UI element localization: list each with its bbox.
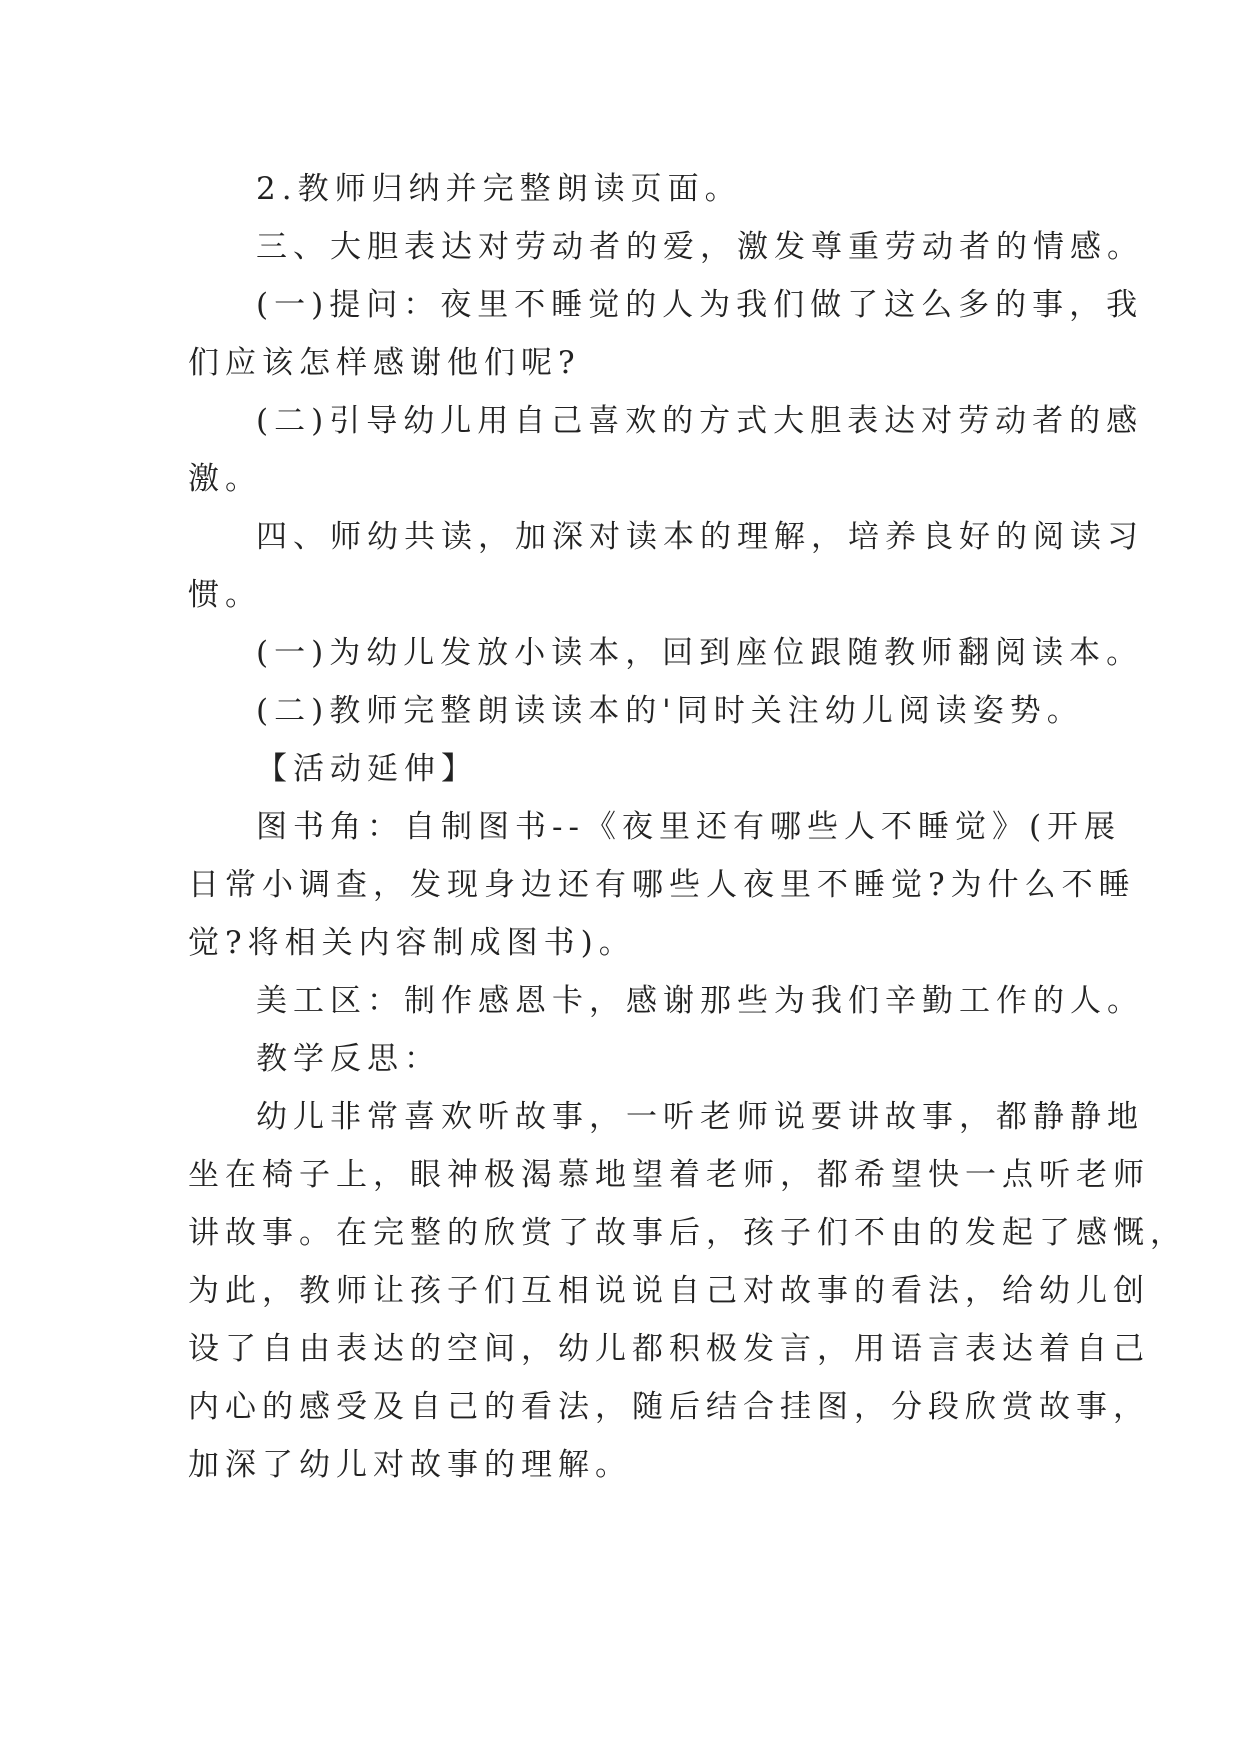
text-line: 设了自由表达的空间，幼儿都积极发言，用语言表达着自己 [188,1331,1150,1367]
text-line: 美工区：制作感恩卡，感谢那些为我们辛勤工作的人。 [256,983,1144,1019]
text-line: (二)教师完整朗读读本的'同时关注幼儿阅读姿势。 [256,693,1084,729]
text-line: 们应该怎样感谢他们呢? [188,345,581,381]
text-line: 日常小调查，发现身边还有哪些人夜里不睡觉?为什么不睡 [188,867,1136,903]
text-line: 2.教师归纳并完整朗读页面。 [256,171,742,207]
text-line: 图书角：自制图书--《夜里还有哪些人不睡觉》(开展 [256,809,1122,845]
text-line: 幼儿非常喜欢听故事，一听老师说要讲故事，都静静地 [256,1099,1144,1135]
text-line: 内心的感受及自己的看法，随后结合挂图，分段欣赏故事， [188,1389,1150,1425]
section-heading: 【活动延伸】 [256,751,478,787]
text-line: 讲故事。在完整的欣赏了故事后，孩子们不由的发起了感慨， [188,1215,1187,1251]
text-line: 为此，教师让孩子们互相说说自己对故事的看法，给幼儿创 [188,1273,1150,1309]
section-heading: 三、大胆表达对劳动者的爱，激发尊重劳动者的情感。 [256,229,1144,265]
text-line: 激。 [188,461,262,497]
section-heading: 四、师幼共读，加深对读本的理解，培养良好的阅读习 [256,519,1144,555]
text-line: (一)提问：夜里不睡觉的人为我们做了这么多的事，我 [256,287,1144,323]
text-line: 觉?将相关内容制成图书)。 [188,925,636,961]
section-heading: 教学反思： [256,1041,441,1077]
text-line: 坐在椅子上，眼神极渴慕地望着老师，都希望快一点听老师 [188,1157,1150,1193]
text-line: (二)引导幼儿用自己喜欢的方式大胆表达对劳动者的感 [256,403,1144,439]
document-body [188,160,1187,1494]
text-line: 加深了幼儿对故事的理解。 [188,1447,632,1483]
text-line: 惯。 [188,577,262,613]
text-line: (一)为幼儿发放小读本，回到座位跟随教师翻阅读本。 [256,635,1144,671]
